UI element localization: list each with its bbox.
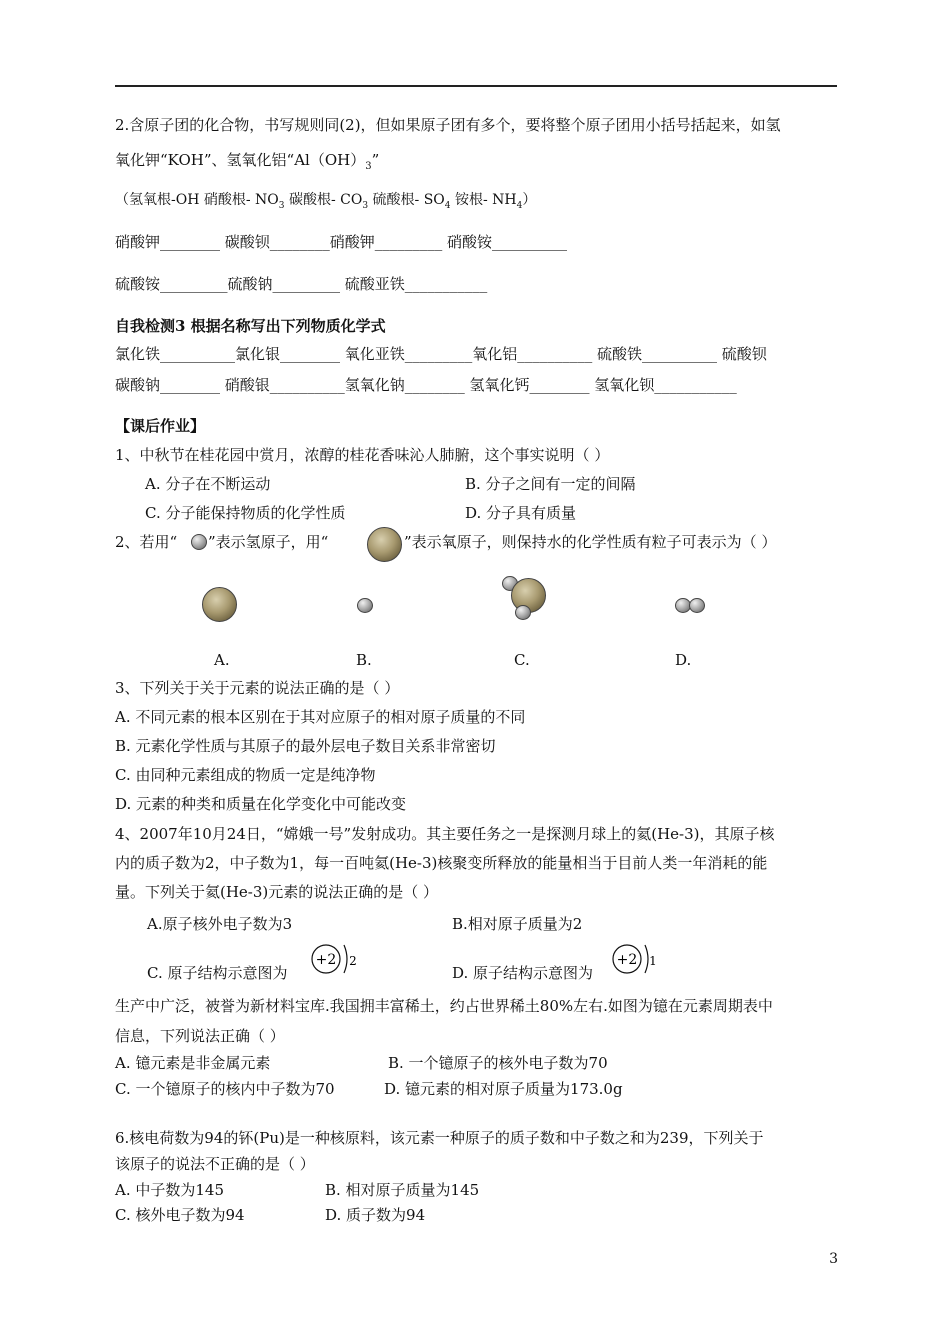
atom-structure-diagram-c	[310, 941, 360, 977]
nucleus-charge-d: +2	[616, 952, 638, 968]
q4-option-b: B.相对原子质量为2	[452, 915, 583, 933]
q6-line2: 该原子的说法不正确的是（ ）	[115, 1155, 315, 1173]
q4-line3: 量。下列关于氦(He-3)元素的说法正确的是（ ）	[115, 883, 439, 901]
q3-stem: 3、下列关于关于元素的说法正确的是（ ）	[115, 679, 400, 697]
q3-option-d: D. 元素的种类和质量在化学变化中可能改变	[115, 795, 407, 813]
q5-line2: 信息，下列说法正确（ ）	[115, 1027, 285, 1045]
option-d-hydrogen-atom-icon	[689, 598, 705, 613]
fill-line-2: 硫酸铵_________硫酸钠_________ 硫酸亚铁___________	[115, 275, 488, 293]
q6-option-c: C. 核外电子数为94	[115, 1206, 245, 1224]
q2-label-d: D.	[675, 651, 692, 669]
q1-option-c: C. 分子能保持物质的化学性质	[145, 504, 346, 522]
q2-stem-a: 2、若用“	[115, 533, 178, 551]
option-a-oxygen-atom-icon	[202, 587, 237, 622]
q1-option-d: D. 分子具有质量	[465, 504, 577, 522]
q6-option-a: A. 中子数为145	[115, 1181, 224, 1199]
q6-option-b: B. 相对原子质量为145	[325, 1181, 480, 1199]
oxygen-atom-icon	[367, 527, 402, 562]
fill-line-1: 硝酸钾________ 碳酸钡________硝酸钾_________ 硝酸铵__________	[115, 233, 568, 251]
shell-count-c: 2	[349, 954, 357, 968]
homework-title: 【课后作业】	[115, 417, 206, 435]
rule2-line1: 2.含原子团的化合物，书写规则同(2)，但如果原子团有多个，要将整个原子团用小括号括起来，如氢	[115, 116, 781, 134]
q6-option-d: D. 质子数为94	[325, 1206, 426, 1224]
q3-option-c: C. 由同种元素组成的物质一定是纯净物	[115, 766, 376, 784]
self-check-3-title: 自我检测3 根据名称写出下列物质化学式	[115, 317, 386, 335]
q6-line1: 6.核电荷数为94的钚(Pu)是一种核原料，该元素一种原子的质子数和中子数之和为239，下列关于	[115, 1129, 764, 1147]
q5-option-d: D. 镱元素的相对原子质量为173.0g	[384, 1080, 623, 1098]
q4-option-c: C. 原子结构示意图为	[147, 964, 288, 982]
q2-label-a: A.	[214, 651, 230, 669]
q1-stem: 1、中秋节在桂花园中赏月，浓醇的桂花香味沁人肺腑，这个事实说明（ ）	[115, 446, 610, 464]
page-number: 3	[829, 1251, 838, 1267]
q2-stem-c: ”表示氧原子，则保持水的化学性质有粒子可表示为（ ）	[404, 533, 777, 551]
header-rule	[115, 85, 837, 87]
q4-line1: 4、2007年10月24日，“嫦娥一号”发射成功。其主要任务之一是探测月球上的氦(He-3)，其原子核	[115, 825, 775, 843]
nucleus-charge-c: +2	[315, 952, 337, 968]
q1-option-a: A. 分子在不断运动	[145, 475, 271, 493]
ion-list: （氢氧根-OH 硝酸根- $NO_3$ 碳酸根- $CO_3$ 硫酸根- $SO_4$ 铵根- $NH_4$）	[115, 192, 537, 211]
q4-option-a: A.原子核外电子数为3	[147, 915, 293, 933]
self-check-3-line2: 碳酸钠________ 硝酸银__________氢氧化钠________ 氢氧化钙________ 氢氧化钡___________	[115, 376, 737, 394]
q4-line2: 内的质子数为2，中子数为1，每一百吨氦(He-3)核聚变所释放的能量相当于目前人类一年消耗的能	[115, 854, 768, 872]
q3-option-a: A. 不同元素的根本区别在于其对应原子的相对原子质量的不同	[115, 708, 526, 726]
shell-count-d: 1	[649, 954, 657, 968]
self-check-3-line1: 氯化铁__________氯化银________ 氧化亚铁_________氧化铝__________ 硫酸铁__________ 硫酸钡	[115, 345, 767, 363]
option-c-hydrogen-atom-icon	[515, 605, 531, 620]
q2-label-c: C.	[514, 651, 530, 669]
hydrogen-atom-icon	[191, 534, 207, 550]
q5-line1: 生产中广泛，被誉为新材料宝库.我国拥丰富稀土，约占世界稀土80%左右.如图为镱在元素周期表中	[115, 997, 773, 1015]
option-b-hydrogen-atom-icon	[357, 598, 373, 613]
q5-option-b: B. 一个镱原子的核外电子数为70	[388, 1054, 608, 1072]
q2-label-b: B.	[356, 651, 372, 669]
q2-stem-b: ”表示氢原子，用“	[208, 533, 329, 551]
q1-option-b: B. 分子之间有一定的间隔	[465, 475, 636, 493]
q3-option-b: B. 元素化学性质与其原子的最外层电子数目关系非常密切	[115, 737, 496, 755]
rule2-line2: 氧化钾“KOH”、氢氧化铝“$Al(OH)_3$”	[115, 151, 380, 172]
q5-option-c: C. 一个镱原子的核内中子数为70	[115, 1080, 335, 1098]
q4-option-d: D. 原子结构示意图为	[452, 964, 594, 982]
atom-structure-diagram-d	[611, 941, 661, 977]
q5-option-a: A. 镱元素是非金属元素	[115, 1054, 271, 1072]
